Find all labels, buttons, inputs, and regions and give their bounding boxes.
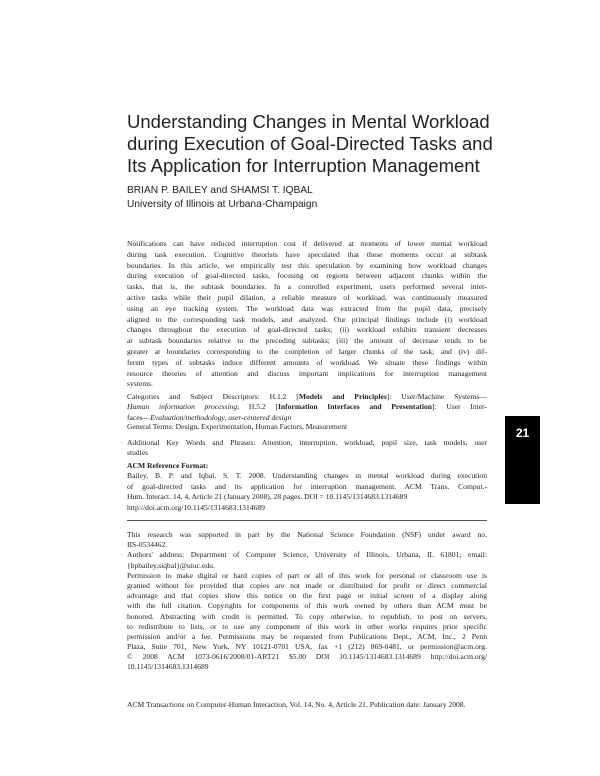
- footnote-divider: [127, 520, 487, 521]
- footnote-line: permission and/or a fee. Permissions may be requested from Publications Dept., ACM, Inc., 2 Penn: [127, 631, 487, 641]
- categories-text: faces—: [127, 412, 151, 422]
- keywords-line: studies: [127, 448, 149, 458]
- categories-bold-text: Information Interfaces and Presentation: [277, 402, 433, 412]
- abstract-line: at subtask boundaries relative to the preceding subtasks; (iii) the amount of decrease tends to be: [127, 336, 487, 346]
- footnote-line: Plaza, Suite 701, New York, NY 10121-0701 USA, fax +1 (212) 869-0481, or permission@acm.org.: [127, 642, 487, 652]
- reference-line: of goal-directed tasks and its application for interruption management. ACM Trans. Comput.-: [127, 481, 487, 491]
- author-affiliation: University of Illinois at Urbana-Champaign: [127, 199, 318, 210]
- footnote-line: IIS-0534462.: [127, 540, 168, 550]
- additional-keywords: [127, 438, 487, 459]
- categories-italic-text: Human information processing: [127, 402, 238, 412]
- keywords-line: Additional Key Words and Phrases: Attention, interruption, workload, pupil size, task models, user: [127, 438, 487, 447]
- journal-footer: ACM Transactions on Computer-Human Interaction, Vol. 14, No. 4, Article 21, Publication date: January 2008.: [127, 700, 466, 709]
- abstract-line: active tasks while their pupil dilation, a reliable measure of workload, was continuously measured: [127, 292, 487, 302]
- abstract: [127, 239, 487, 390]
- reference-line: Hum. Interact. 14, 4, Article 21 (January 2008), 28 pages. DOI = 10.1145/1314683.1314689: [127, 492, 408, 502]
- footnote: [127, 530, 487, 673]
- article-number-tab: [505, 416, 540, 504]
- categories-descriptors: [127, 392, 487, 423]
- abstract-line: Notifications can have reduced interruption cost if delivered at moments of lower mental workload: [127, 239, 487, 248]
- categories-italic-text: Evaluation/methodology, user-centered design: [150, 412, 292, 422]
- categories-text: ]: User/Machine Systems—: [386, 392, 487, 401]
- footnote-line: with the full citation. Copyrights for components of this work owned by others than ACM must be: [127, 601, 487, 611]
- abstract-line: tasks, that is, the subtask boundaries. In a controlled experiment, users performed several inter-: [127, 282, 487, 292]
- footnote-line: {bpbailey,siqbal}@uiuc.edu.: [127, 560, 215, 570]
- title-line: Its Application for Interruption Management: [127, 155, 480, 176]
- title-line: during Execution of Goal-Directed Tasks and: [127, 133, 493, 154]
- categories-text: ]: User Inter-: [432, 402, 488, 412]
- reference-line: Bailey, B. P. and Iqbal, S. T. 2008. Understanding changes in mental workload during execution: [127, 471, 487, 481]
- abstract-line: using an eye tracking system. The workload data was extracted from the pupil data, precisely: [127, 303, 487, 313]
- footnote-line: Authors' address: Department of Computer Science, University of Illinois, Urbana, IL 61801; email:: [127, 550, 487, 560]
- abstract-line: systems.: [127, 379, 153, 389]
- footnote-line: 10.1145/1314683.1314689: [127, 662, 209, 672]
- categories-text: ; H.5.2 [: [237, 402, 278, 412]
- footnote-line: advantage and that copies show this notice on the first page or initial screen of a display along: [127, 591, 487, 601]
- abstract-line: greater at boundaries corresponding to the completion of larger chunks of the task; and (iv) dif-: [127, 346, 487, 356]
- categories-line: [127, 392, 487, 402]
- abstract-line: boundaries. In this article, we empirically test this speculation by examining how workload changes: [127, 260, 487, 270]
- abstract-line: changes throughout the execution of goal-directed tasks; (ii) workload exhibits transient decreases: [127, 325, 487, 335]
- categories-bold-text: Models and Principles: [298, 392, 387, 401]
- categories-text: Categories and Subject Descriptors: H.1.2 [: [127, 392, 299, 401]
- abstract-line: during execution of goal-directed tasks, focusing on regions between adjacent chunks within the: [127, 271, 487, 281]
- general-terms-line: General Terms: Design, Experimentation, Human Factors, Measurement: [127, 422, 348, 431]
- reference-doi-link[interactable]: http://doi.acm.org/10.1145/1314683.1314689: [127, 502, 265, 512]
- footnote-line: © 2008 ACM 1073-0616/2008/01-ART21 $5.00 DOI 10.1145/1314683.1314689 http://doi.acm.org/: [127, 652, 487, 662]
- abstract-line: during task execution. Cognitive theorists have speculated that these moments occur at subtask: [127, 249, 487, 259]
- abstract-line: resource theories of attention and discuss important implications for interruption management: [127, 368, 487, 378]
- reference-heading: ACM Reference Format:: [127, 461, 209, 470]
- acm-reference-format: [127, 461, 487, 513]
- categories-line: [127, 402, 487, 412]
- footnote-line: Permission to make digital or hard copies of part or all of this work for personal or classroom use is: [127, 570, 487, 580]
- general-terms: [127, 422, 487, 432]
- footnote-line: This research was supported in part by the National Science Foundation (NSF) under award no.: [127, 530, 487, 539]
- footnote-line: to redistribute to lists, or to use any component of this work in other works requires prior specific: [127, 621, 487, 631]
- paper-title: [127, 111, 507, 177]
- article-number: 21: [515, 426, 530, 440]
- author-names: BRIAN P. BAILEY and SHAMSI T. IQBAL: [127, 185, 313, 196]
- footnote-line: granted without fee provided that copies are not made or distributed for profit or direct commercial: [127, 580, 487, 590]
- abstract-line: aligned to the corresponding task models, and analyzed. Our principal findings include (i) workload: [127, 314, 487, 324]
- footnote-line: honored. Abstracting with credit is permitted. To copy otherwise, to republish, to post on servers,: [127, 611, 487, 621]
- abstract-line: ferent types of subtasks induce different amounts of workload. We situate these findings within: [127, 357, 487, 367]
- title-line: Understanding Changes in Mental Workload: [127, 111, 490, 132]
